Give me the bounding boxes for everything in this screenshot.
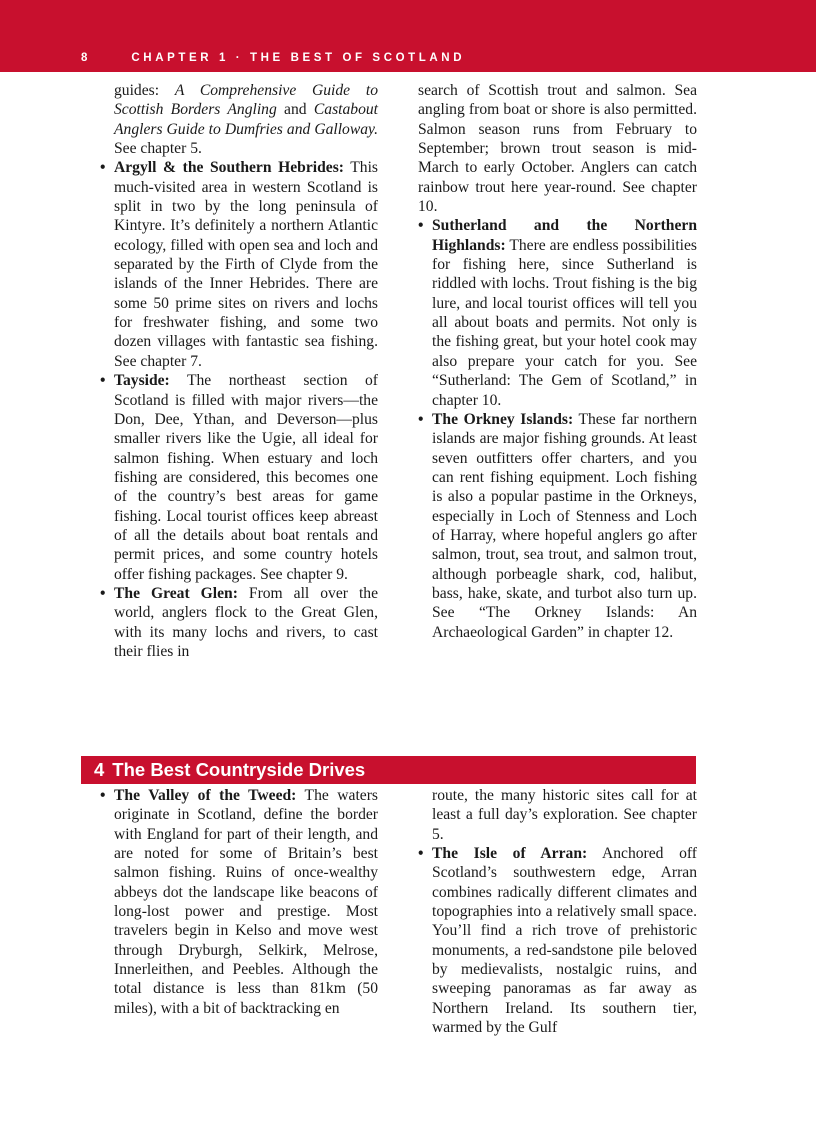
- list-item: [418, 844, 697, 1037]
- paragraph-continuation: route, the many historic sites call for at least a full day’s exploration. See chapter 5.: [432, 787, 697, 843]
- bullet: •: [100, 787, 106, 804]
- bullet: •: [100, 159, 106, 177]
- item-text: Anchored off Scotland’s southwestern edge, Arran combines radically different climates and topographies into a relatively small space. You’ll find a rich trove of prehistoric monuments, a red-sandstone pile beloved by medievalists, nostalgic ruins, and sweeping panoramas as far away as Northern Ireland. Its southern tier, warmed by the Gulf: [432, 845, 697, 1037]
- bullet: •: [100, 372, 106, 390]
- bullet: •: [418, 217, 424, 235]
- bullet: •: [100, 584, 106, 602]
- top-column-right: [418, 81, 697, 642]
- list-item: [100, 786, 378, 1018]
- bullet: •: [418, 845, 424, 863]
- item-text: There are endless possibilities for fishing here, since Sutherland is riddled with lochs. Trout fishing is the big lure, and local tourist offices will tell you all about boats and permits. Not only is the fishing great, but your hotel cook may also prepare your catch for you. See “Sutherland: The Gem of Scotland,” in chapter 10.: [432, 236, 697, 409]
- item-label: The Orkney Islands:: [432, 410, 574, 428]
- item-label: The Great Glen:: [114, 584, 238, 602]
- item-text: The waters originate in Scotland, define the border with England for part of their length, and are noted for some of Britain’s best salmon fishing. Ruins of once-wealthy abbeys dot the landscape like beacons of long-lost power and prestige. Most travelers begin in Kelso and move west through Dryburgh, Selkirk, Melrose, Innerleithen, and Peebles. Although the total distance is less than 81km (50 miles), with a bit of backtracking en: [114, 787, 378, 1017]
- section-number: 4: [94, 759, 105, 780]
- item-label: Tayside:: [114, 372, 170, 390]
- intro-continuation: guides: A Comprehensive Guide to Scottish Borders Angling and Castabout Anglers Guide to Dumfries and Galloway. See chapter 5.: [114, 82, 378, 158]
- item-text: This much-visited area in western Scotland is split in two by the long peninsula of Kintyre. It’s definitely a northern Atlantic ecology, filled with open sea and loch and separated by the Firth of Clyde from the islands of the Inner Hebrides. There are some 50 prime sites on rivers and lochs for freshwater fishing, and some two dozen villages with fantastic sea fishing. See chapter 7.: [114, 159, 378, 370]
- list-item: [100, 371, 378, 584]
- bottom-column-left: [100, 786, 378, 1018]
- item-label: The Isle of Arran:: [432, 845, 588, 863]
- item-label: Sutherland and the Northern Highlands:: [432, 217, 697, 254]
- item-label: The Valley of the Tweed:: [114, 787, 297, 804]
- list-item: [100, 158, 378, 371]
- item-text: These far northern islands are major fishing grounds. At least seven outfitters offer charters, and you can rent fishing equipment. Loch fishing is also a popular pastime in the Orkneys, especially in Loch of Stenness and Loch of Harray, where hopeful anglers go after salmon, trout, sea trout, and salmon trout, although porbeagle shark, cod, halibut, bass, hake, skate, and turbot also turn up. See “The Orkney Islands: An Archaeological Garden” in chapter 12.: [432, 410, 697, 641]
- bottom-column-right: [418, 786, 697, 1037]
- item-label: Argyll & the Southern Hebrides:: [114, 159, 344, 177]
- item-text: The northeast section of Scotland is filled with major rivers—the Don, Dee, Ythan, and Deverson—plus smaller rivers like the Ugie, all ideal for salmon fishing. When estuary and loch fishing are considered, this becomes one of the country’s best areas for game fishing. Local tourist offices keep abreast of all the details about boat rentals and permit prices, and some country hotels offer fishing packages. See chapter 9.: [114, 372, 378, 583]
- top-column-left: [100, 81, 378, 661]
- item-text: From all over the world, anglers flock to the Great Glen, with its many lochs and rivers, to cast their flies in: [114, 584, 378, 660]
- list-item: [100, 584, 378, 661]
- section-heading: [81, 756, 696, 784]
- bullet: •: [418, 410, 424, 428]
- list-item: [418, 410, 697, 642]
- list-item: [418, 216, 697, 409]
- running-header: [81, 50, 465, 66]
- book-title: A Comprehensive Guide to Scottish Borders Angling: [114, 82, 378, 119]
- page-number: 8: [81, 52, 88, 64]
- book-title: Castabout Anglers Guide to Dumfries and Galloway.: [114, 101, 378, 138]
- running-title: CHAPTER 1 · THE BEST OF SCOTLAND: [131, 52, 466, 64]
- section-title: The Best Countryside Drives: [112, 759, 366, 780]
- paragraph-continuation: search of Scottish trout and salmon. Sea angling from boat or shore is also permitted. Salmon season runs from February to September; brown trout season is mid-March to early October. Anglers can catch rainbow trout here year-round. See chapter 10.: [418, 82, 697, 216]
